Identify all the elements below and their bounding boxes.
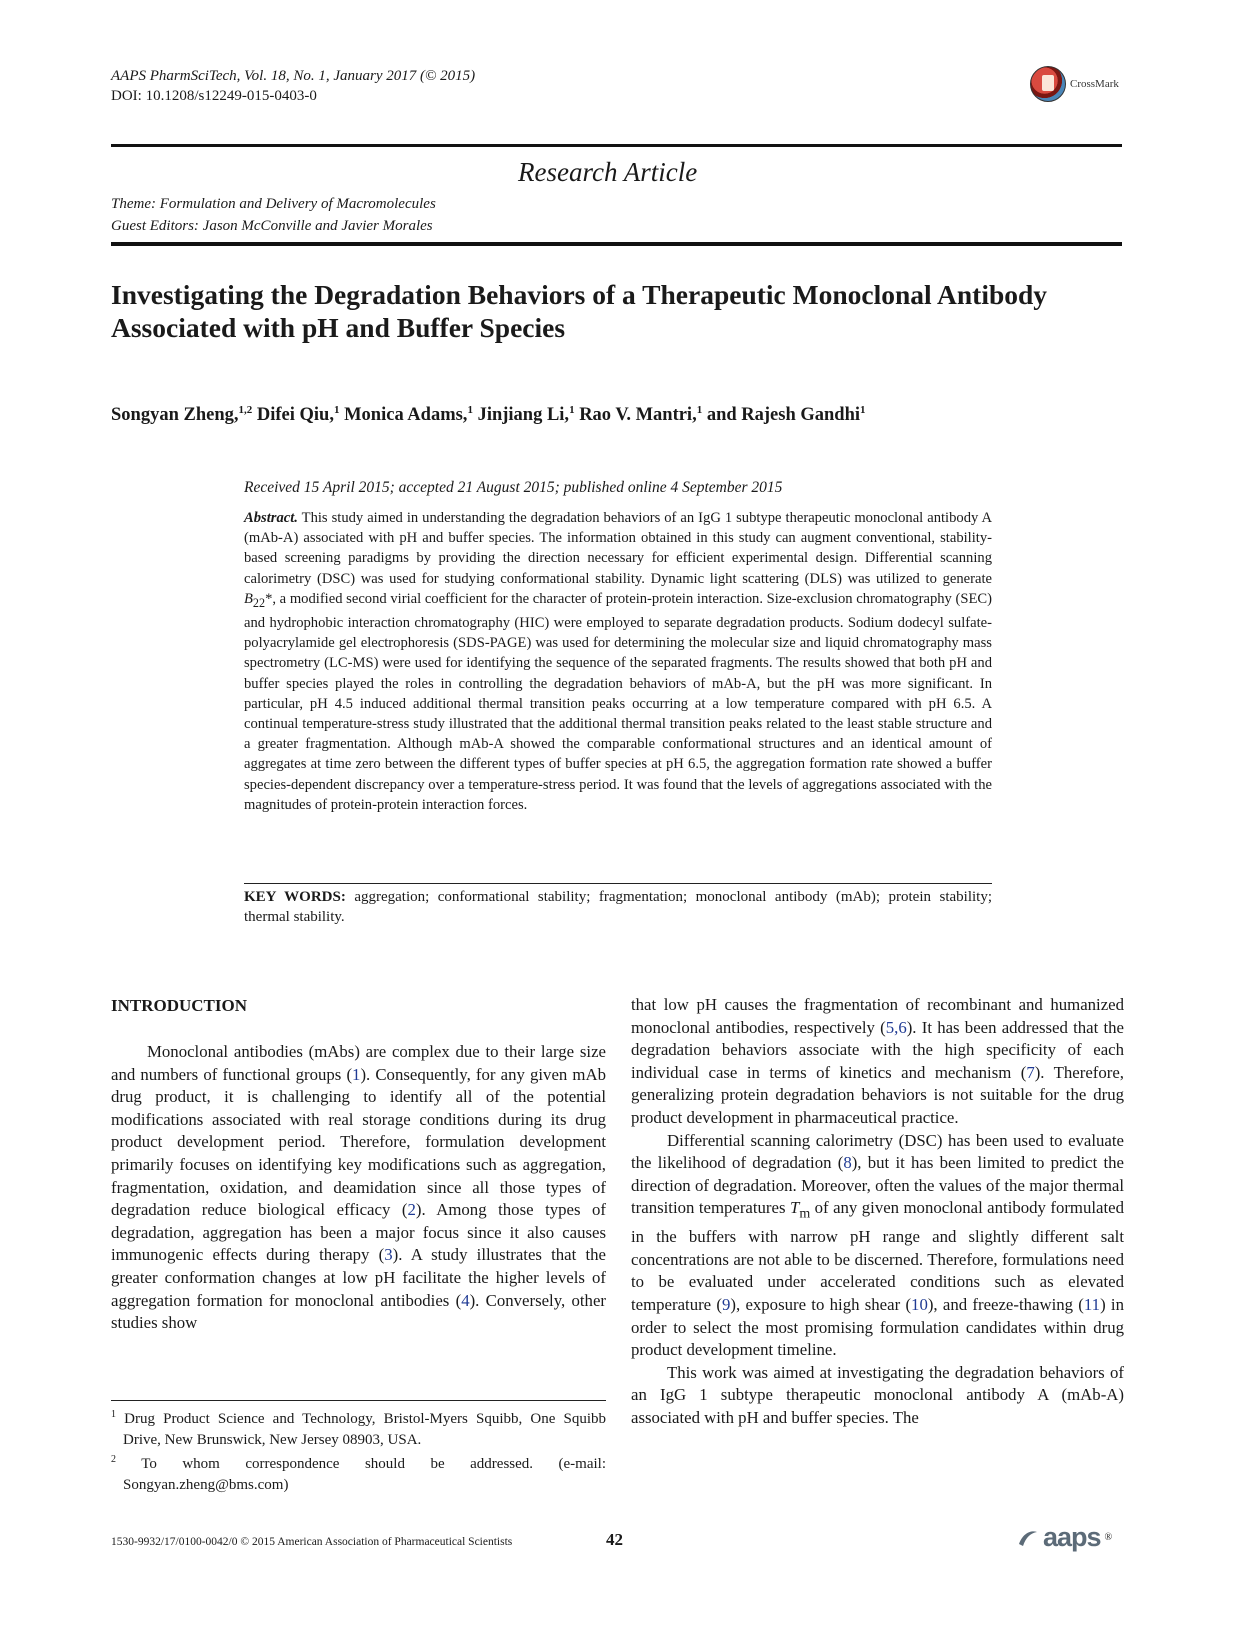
article-type: Research Article — [518, 157, 698, 187]
aaps-logo-text: aaps — [1043, 1522, 1101, 1552]
author-affiliation: 1 — [696, 404, 703, 416]
citation-link[interactable]: 8 — [843, 1153, 852, 1173]
author-affiliation: 1,2 — [238, 404, 253, 416]
author: Jinjiang Li, — [477, 405, 570, 426]
paragraph: that low pH causes the fragmentation of recombinant and humanized monoclonal antibodies, respectively (5,6). It has been addressed that the degradation behaviors associate with the high specificity of each individual case in terms of kinetics and mechanism (7). Therefore, generalizing protein degradation behaviors is not suitable for the drug product development in pharmaceutical practice. — [631, 995, 1124, 1127]
publication-dates: Received 15 April 2015; accepted 21 August 2015; published online 4 September 2015 — [244, 479, 783, 496]
paragraph: This work was aimed at investigating the degradation behaviors of an IgG 1 subtype therapeutic monoclonal antibody A (mAb-A) associated with pH and buffer species. The — [631, 1362, 1124, 1428]
header-rule-bottom — [111, 242, 1122, 246]
author-affiliation: 1 — [860, 404, 866, 416]
author-affiliation: 1 — [333, 404, 340, 416]
citation-link[interactable]: 1 — [352, 1064, 361, 1084]
citation-link[interactable]: 5,6 — [885, 1017, 907, 1037]
citation-link[interactable]: 7 — [1026, 1062, 1035, 1082]
paper-title — [111, 278, 1131, 344]
section-heading: INTRODUCTION — [111, 996, 248, 1015]
citation-link[interactable]: 10 — [911, 1295, 928, 1315]
citation-link[interactable]: 3 — [384, 1245, 393, 1265]
abstract-text: This study aimed in understanding the degradation behaviors of an IgG 1 subtype therapeutic monoclonal antibody A (mAb-A) associated with pH and buffer species. The information obtained in this study can augment conventional, stability-based screening paradigms by providing the direction necessary for efficient experimental design. Differential scanning calorimetry (DSC) was used for studying conformational stability. Dynamic light scattering (DLS) was utilized to generate — [244, 510, 993, 587]
author: Rao V. Mantri, — [579, 405, 697, 426]
copyright-footer: 1530-9932/17/0100-0042/0 © 2015 American Association of Pharmaceutical Scientists — [111, 1536, 513, 1548]
abstract-rule — [244, 883, 992, 884]
paragraph: Differential scanning calorimetry (DSC) has been used to evaluate the likelihood of degradation (8), but it has been limited to predict the direction of degradation. Moreover, often the values of the major thermal transition temperatures $T_m$ of any given monoclonal antibody formulated in the buffers with narrow pH range and slightly different salt concentrations are not able to be discerned. Therefore, formulations need to be evaluated under accelerated conditions such as elevated temperature (9), exposure to high shear (10), and freeze-thawing (11) in order to select the most promising formulation candidates within drug product development timeline. — [631, 1130, 1124, 1360]
theme: Theme: Formulation and Delivery of Macromolecules — [111, 196, 436, 212]
title-line-2: Associated with pH and Buffer Species — [111, 312, 566, 343]
left-column — [111, 1041, 606, 1335]
author: and Rajesh Gandhi — [706, 405, 861, 426]
citation-link[interactable]: 11 — [1083, 1295, 1101, 1315]
footnote: $^2$ To whom correspondence should be addressed. (e-mail: Songyan.zheng@bms.com) — [111, 1454, 606, 1493]
abstract — [244, 508, 992, 815]
theme-block — [111, 193, 436, 237]
b22-subscript: 22 — [252, 595, 266, 610]
author-affiliation: 1 — [467, 404, 473, 416]
b22-symbol: B — [244, 590, 253, 607]
journal-citation: AAPS PharmSciTech, Vol. 18, No. 1, January 2017 (© 2015) — [111, 68, 476, 84]
guest-editors: Guest Editors: Jason McConville and Javier Morales — [111, 218, 433, 234]
author-affiliation: 1 — [569, 404, 575, 416]
keywords-label: KEY WORDS: — [244, 889, 346, 905]
footnote-rule — [111, 1400, 606, 1401]
crossmark-icon — [1030, 66, 1066, 102]
keywords-text: aggregation; conformational stability; fragmentation; monoclonal antibody (mAb); protein stability; thermal stability. — [244, 889, 992, 925]
author: Songyan Zheng, — [111, 405, 239, 426]
header-rule-top — [111, 144, 1122, 147]
author: Monica Adams, — [344, 405, 468, 426]
doi[interactable]: DOI: 10.1208/s12249-015-0403-0 — [111, 88, 317, 104]
author-list — [111, 404, 866, 426]
footnotes — [111, 1405, 606, 1495]
tm-subscript: m — [799, 1206, 811, 1222]
crossmark-label: CrossMark — [1070, 78, 1119, 90]
citation-link[interactable]: 9 — [722, 1295, 731, 1315]
aaps-swoosh-icon — [1017, 1527, 1039, 1549]
author: Difei Qiu, — [256, 405, 334, 426]
registered-mark: ® — [1104, 1532, 1113, 1543]
title-line-1: Investigating the Degradation Behaviors of a Therapeutic Monoclonal Antibody — [111, 279, 1048, 310]
abstract-text: *, a modified second virial coefficient for the character of protein-protein interaction. Size-exclusion chromatography (SEC) and hydrophobic interaction chromatography (HIC) were employed to separate degradation products. Sodium dodecyl sulfate-polyacrylamide gel electrophoresis (SDS-PAGE) was used for determining the molecular size and liquid chromatography mass spectrometry (LC-MS) were used for identifying the sequence of the separated fragments. The results showed that both pH and buffer species played the roles in controlling the degradation behaviors of mAb-A, but the pH was more significant. In particular, pH 4.5 induced additional thermal transition peaks occurring at a low temperature compared with pH 6.5. A continual temperature-stress study illustrated that the additional thermal transition peaks related to the least stable structure and a greater fragmentation. Although mAb-A showed the comparable conformational structures and an identical amount of aggregates at time zero between the different types of buffer species at pH 6.5, the aggregation formation rate showed a buffer species-dependent discrepancy over a temperature-stress period. It was found that the levels of aggregations associated with the magnitudes of protein-protein interaction forces. — [244, 590, 992, 813]
keywords — [244, 887, 992, 927]
right-column — [631, 994, 1124, 1430]
abstract-label: Abstract. — [244, 510, 298, 526]
citation-link[interactable]: 4 — [461, 1290, 470, 1310]
paragraph: Monoclonal antibodies (mAbs) are complex due to their large size and numbers of functional groups (1). Consequently, for any given mAb drug product, it is challenging to identify all of the potential modifications associated with real storage conditions during its drug product development period. Therefore, formulation development primarily focuses on identifying key modifications such as aggregation, fragmentation, oxidation, and deamidation since all those types of degradation reduce biological efficacy (2). Among those types of degradation, aggregation has been a major focus since it also causes immunogenic effects during therapy (3). A study illustrates that the greater conformation changes at low pH facilitate the higher levels of aggregation formation for monoclonal antibodies (4). Conversely, other studies show — [111, 1042, 607, 1333]
page-number: 42 — [606, 1530, 623, 1549]
citation-link[interactable]: 2 — [407, 1200, 416, 1220]
aaps-logo — [1017, 1522, 1112, 1553]
footnote: $^1$ Drug Product Science and Technology, Bristol-Myers Squibb, One Squibb Drive, New Brunswick, New Jersey 08903, USA. — [111, 1409, 606, 1448]
tm-symbol: T — [789, 1198, 800, 1218]
crossmark-badge[interactable] — [1030, 66, 1130, 102]
